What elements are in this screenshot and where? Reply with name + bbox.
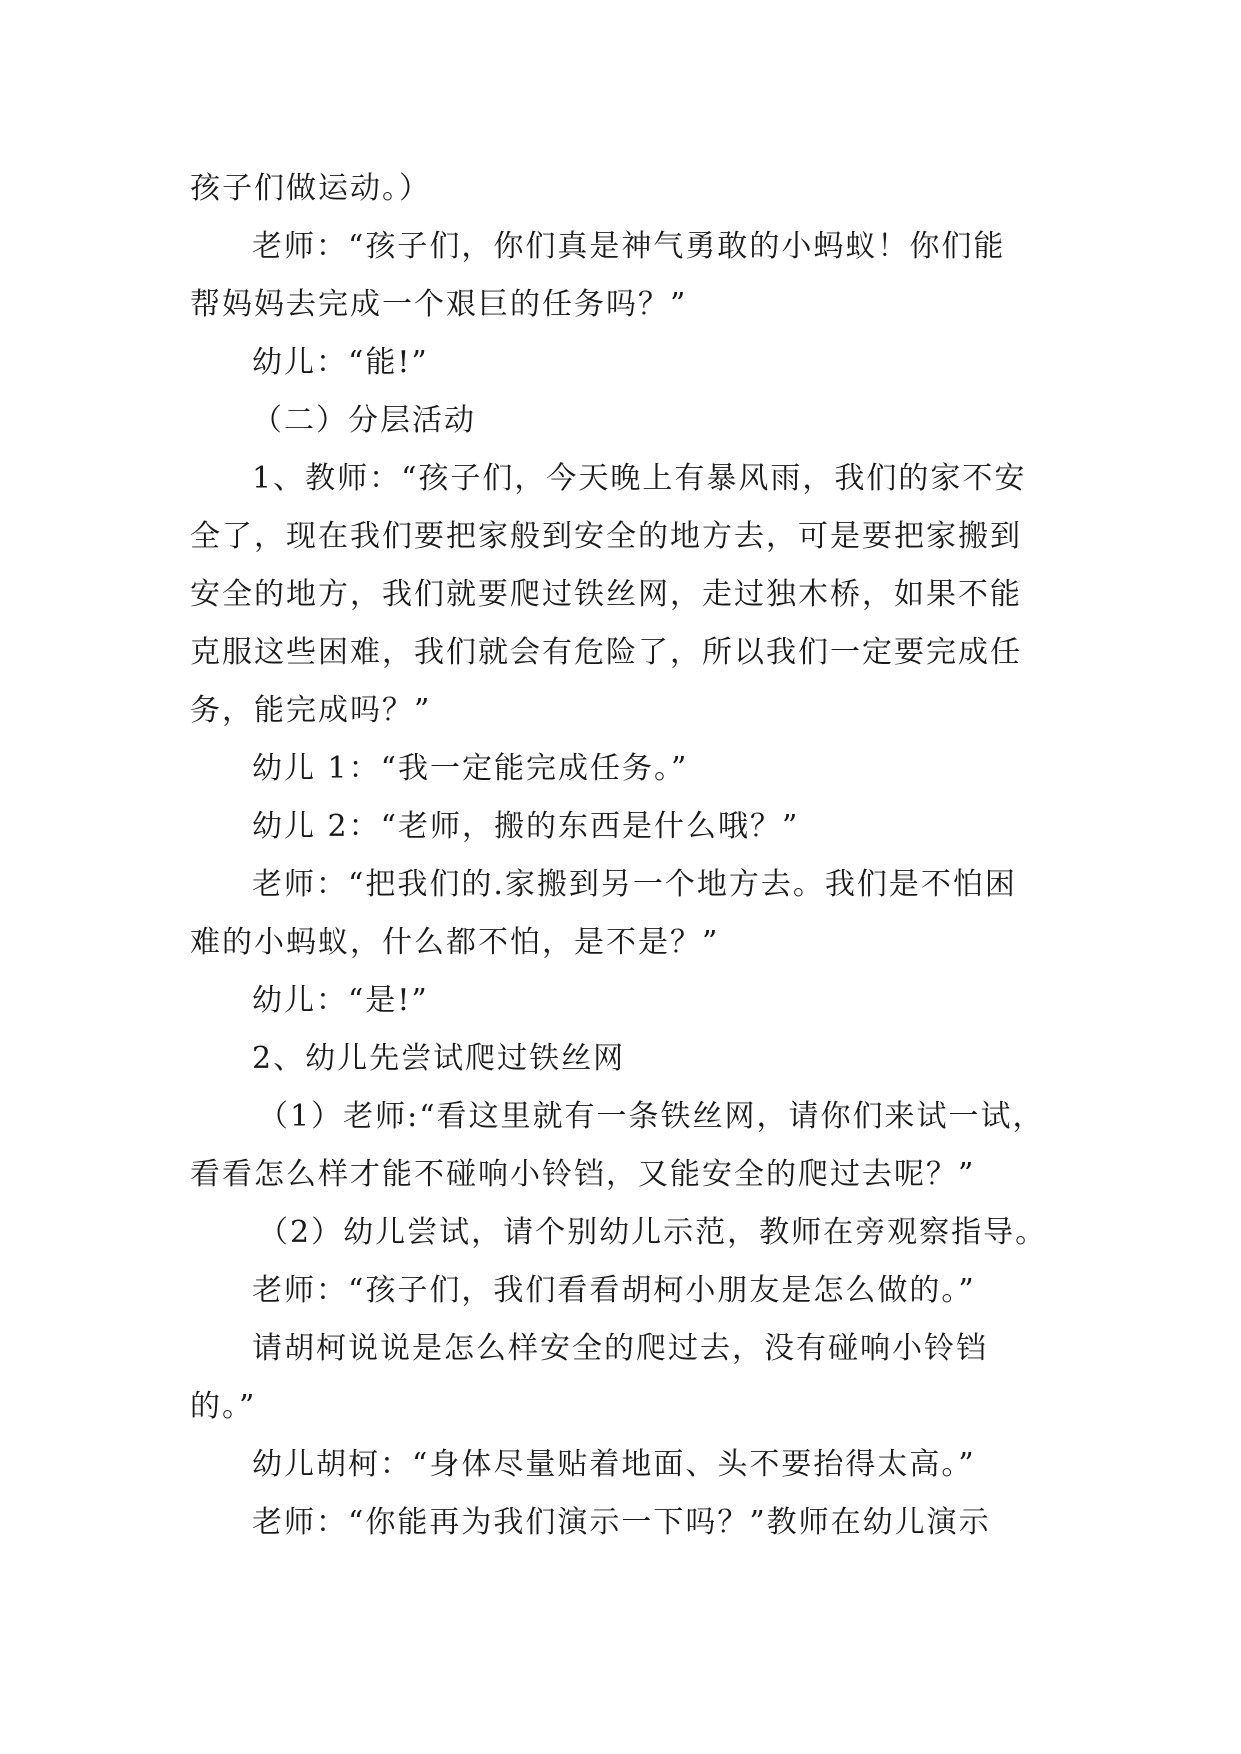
- paragraph-line: 老师：“孩子们，你们真是神气勇敢的小蚂蚁！你们能: [252, 229, 1006, 264]
- paragraph-line: 全了，现在我们要把家般到安全的地方去，可是要把家搬到: [190, 519, 1022, 554]
- paragraph-line: 克服这些困难，我们就会有危险了，所以我们一定要完成任: [190, 635, 1022, 670]
- paragraph-line: 帮妈妈去完成一个艰巨的任务吗？”: [190, 287, 688, 322]
- paragraph-line: 老师：“你能再为我们演示一下吗？”教师在幼儿演示: [252, 1505, 991, 1540]
- paragraph-line: 老师：“孩子们，我们看看胡柯小朋友是怎么做的。”: [252, 1273, 976, 1308]
- paragraph-line: 幼儿：“是!”: [252, 983, 429, 1018]
- paragraph-line: （1）老师:“看这里就有一条铁丝网，请你们来试一试，: [258, 1099, 1045, 1134]
- paragraph-line: 幼儿：“能!”: [252, 345, 429, 380]
- paragraph-line: 务，能完成吗？”: [190, 693, 432, 728]
- paragraph-line: 老师：“把我们的.家搬到另一个地方去。我们是不怕困: [252, 867, 1017, 902]
- paragraph-line: 安全的地方，我们就要爬过铁丝网，走过独木桥，如果不能: [190, 577, 1022, 612]
- paragraph-line: 请胡柯说说是怎么样安全的爬过去，没有碰响小铃铛: [252, 1331, 988, 1366]
- section-heading: （二）分层活动: [252, 403, 476, 438]
- paragraph-line: 的。”: [190, 1389, 257, 1424]
- paragraph-line: 幼儿 2：“老师，搬的东西是什么哦？”: [252, 809, 800, 844]
- paragraph-line: 幼儿 1：“我一定能完成任务。”: [252, 751, 689, 786]
- document-body: [190, 160, 1070, 1552]
- paragraph-line: （2）幼儿尝试，请个别幼儿示范，教师在旁观察指导。: [258, 1215, 1048, 1250]
- paragraph-line: 幼儿胡柯：“身体尽量贴着地面、头不要抬得太高。”: [252, 1447, 976, 1482]
- paragraph-line: 孩子们做运动。）: [190, 171, 431, 206]
- paragraph-line: 难的小蚂蚁，什么都不怕，是不是？”: [190, 925, 720, 960]
- paragraph-line: 看看怎么样才能不碰响小铃铛，又能安全的爬过去呢？”: [190, 1157, 976, 1192]
- paragraph-line: 1、教师：“孩子们，今天晚上有暴风雨，我们的家不安: [252, 461, 1027, 496]
- paragraph-line: 2、幼儿先尝试爬过铁丝网: [252, 1041, 626, 1076]
